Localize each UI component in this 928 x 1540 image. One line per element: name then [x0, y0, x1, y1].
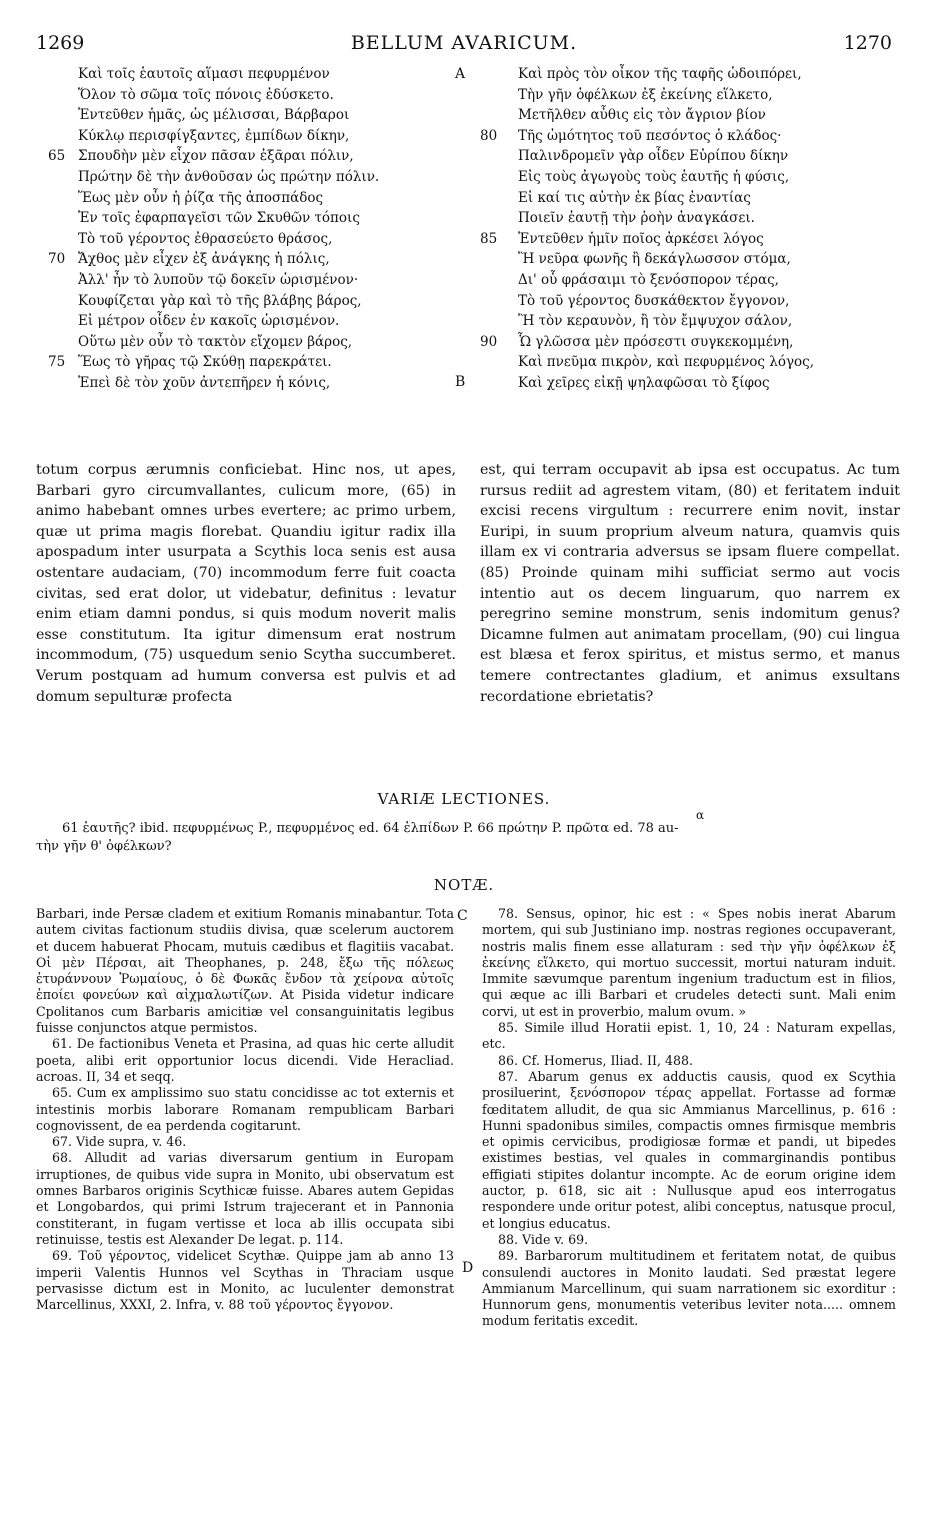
verse-line	[36, 311, 456, 332]
margin-marker-a: A	[455, 66, 466, 82]
note-paragraph: 78. Sensus, opinor, hic est : « Spes nobis inerat Abarum mortem, qui sub Justiniano imp. nostras regiones occupaverant, nostris malis finem esse allaturam : sed τὴν γῆν ὀφέλκων ἐξ ἐκείνης εἵλκετο, qui mortuo successit, mortui naturam induit. Immite sævumque parentum ingenium traductum est in filios, qui æque ac illi Barbari et crudeles detecti sunt. Mali enim corvi, ut est in proverbio, malum ovum. »	[482, 906, 896, 1019]
verse-text: Παλινδρομεῖν γὰρ οἶδεν Εὐρίπου δίκην	[518, 148, 789, 165]
verse-line	[480, 167, 900, 188]
verse-text: Εἰ μέτρον οἶδεν ἐν κακοῖς ὡρισμένον.	[78, 313, 340, 330]
margin-marker-c: C	[457, 908, 468, 924]
verse-line	[36, 373, 456, 394]
verse-line	[480, 352, 900, 373]
verse-text: Ὧ γλῶσσα μὲν πρόσεστι συγκεκομμένη,	[518, 333, 794, 350]
verse-text: Πρώτην δὲ τὴν ἀνθοῦσαν ὡς πρώτην πόλιν.	[78, 168, 380, 185]
verse-text: Τῆς ὠμότητος τοῦ πεσόντος ὁ κλάδος·	[518, 127, 782, 144]
verse-text: Ἐν τοῖς ἐφαρπαγεῖσι τῶν Σκυθῶν τόποις	[78, 210, 360, 227]
note-paragraph: Barbari, inde Persæ cladem et exitium Romanis minabantur. Tota autem civitas factionum studiis divisa, quæ scelerum auctorem et ducem habuerat Phocam, mutuis cædibus et flagitiis vacabat. Οἱ μὲν Πέρσαι, ait Theophanes, p. 248, ἔξω τῆς πόλεως ἐτυράννουν Ῥωμαίους, ὁ δὲ Φωκᾶς ἔνδον τὰ χείρονα αὐτοῖς ἐποίει φονεύων καὶ αἰχμαλωτίζων. At Pisida videtur indicare Cpolitanos cum Barbaris amicitiæ vel consanguinitatis legibus fuisse conjunctos atque permistos.	[36, 906, 454, 1036]
greek-verse-right-column	[480, 64, 900, 394]
verse-text: Καὶ πρὸς τὸν οἶκον τῆς ταφῆς ὡδοιπόρει,	[518, 66, 802, 82]
verse-number: 75	[48, 354, 66, 371]
notae-title: NOTÆ.	[433, 876, 495, 894]
variae-lectiones	[36, 808, 892, 856]
verse-line	[480, 311, 900, 332]
verse-line	[36, 332, 456, 353]
verse-number: 90	[480, 333, 498, 350]
note-paragraph: 68. Alludit ad varias diversarum gentium in Europam irruptiones, de quibus vide supra in Monito, ubi observatum est omnes Barbaros originis Scythicæ fuisse. Abares autem Gepidas et Longobardos, qui primi Istrum trajecerant et in Pannonia constiterant, in fugam vertisse et loca ab illis occupata sibi retinuisse, testis est Alexander De legat. p. 114.	[36, 1150, 454, 1247]
verse-text: Δι' οὗ φράσαιμι τὸ ξενόσπορον τέρας,	[518, 271, 779, 288]
verse-line	[36, 291, 456, 312]
verse-text: Ὅλον τὸ σῶμα τοῖς πόνοις ἐδύσκετο.	[78, 86, 334, 103]
latin-translation-right	[480, 460, 900, 707]
margin-marker-d: D	[462, 1260, 474, 1276]
verse-line	[480, 146, 900, 167]
verse-line	[480, 332, 900, 353]
verse-line	[36, 352, 456, 373]
verse-line	[480, 64, 900, 85]
verse-text: Ἕως τὸ γῆρας τῷ Σκύθῃ παρεκράτει.	[78, 354, 332, 371]
verse-text: Τὸ τοῦ γέροντος δυσκάθεκτον ἔγγονον,	[518, 292, 790, 309]
verse-number: 80	[480, 127, 498, 144]
verse-number: 70	[48, 251, 66, 268]
note-paragraph: 65. Cum ex amplissimo suo statu concidisse ac tot externis et intestinis morbis laborare Romanam rempublicam Barbari cognovissent, de ea perdenda cogitarunt.	[36, 1085, 454, 1133]
verse-line	[36, 249, 456, 270]
verse-line	[480, 188, 900, 209]
note-paragraph: 86. Cf. Homerus, Iliad. II, 488.	[498, 1052, 694, 1068]
page-number-left: 1269	[36, 32, 85, 54]
verse-text: Ἄχθος μὲν εἶχεν ἐξ ἀνάγκης ἡ πόλις,	[78, 251, 330, 268]
running-title: BELLUM AVARICUM.	[350, 32, 578, 54]
verse-line	[480, 270, 900, 291]
verse-text: Εἰς τοὺς ἀγωγοὺς τοὺς ἑαυτῆς ἡ φύσις,	[518, 168, 790, 185]
note-paragraph: 89. Barbarorum multitudinem et feritatem notat, de quibus consulendi auctores in Monito laudati. Sed præstat legere Ammianum Marcellinum, qui suam narrationem sic exorditur : Hunnorum gens, monumentis veteribus leviter nota..... omnem modum feritatis excedit.	[482, 1248, 896, 1329]
verse-text: Ἢ νεῦρα φωνῆς ἢ δεκάγλωσσον στόμα,	[518, 251, 791, 268]
verse-line	[36, 146, 456, 167]
verse-text: Ἐντεῦθεν ἡμῖν ποῖος ἀρκέσει λόγος	[518, 230, 764, 247]
verse-line	[480, 126, 900, 147]
verse-text: Τὸ τοῦ γέροντος ἐθρασεύετο θράσος,	[78, 230, 333, 247]
verse-line	[480, 85, 900, 106]
verse-text: Ἢ τὸν κεραυνὸν, ἢ τὸν ἔμψυχον σάλον,	[518, 313, 793, 330]
verse-text: Καὶ πνεῦμα πικρὸν, καὶ πεφυρμένος λόγος,	[518, 354, 814, 371]
page-number-right: 1270	[843, 32, 892, 54]
verse-text: Ἀλλ' ἦν τὸ λυποῦν τῷ δοκεῖν ὡρισμένον·	[78, 271, 359, 288]
latin-text-left: totum corpus ærumnis conficiebat. Hinc nos, ut apes, Barbari gyro circumvallantes, culicum more, (65) in animo habebant omnes urbes evertere; ac primo urbem, quæ ut prima magis florebat. Quandiu igitur radix illa apospadum inter usurpata a Scythis loca senis est ausa ostentare audaciam, (70) incommodum ferre fuit coacta civitas, sed erat dolor, ut videbatur, definitus : levatur enim etiam damni pondus, si quis modum noverit malis esse constitutum. Ita igitur dimensum erat nostrum incommodum, (75) usquedum senio Scytha succumberet. Verum postquam ad humum conversa est pulvis et ad domum sepulturæ profecta	[36, 462, 456, 705]
note-paragraph: 88. Vide v. 69.	[498, 1231, 589, 1247]
verse-text: Καὶ τοῖς ἑαυτοῖς αἵμασι πεφυρμένον	[78, 66, 330, 82]
verse-line	[480, 229, 900, 250]
note-paragraph: 69. Τοῦ γέροντος, videlicet Scythæ. Quippe jam ab anno 13 imperii Valentis Hunnos vel Scythas in Thraciam usque pervasisse dictum est in Monito, ac luculenter demonstrat Marcellinus, XXXI, 2. Infra, v. 88 τοῦ γέροντος ἔγγονον.	[36, 1248, 454, 1313]
verse-line	[36, 105, 456, 126]
notes-right-column	[482, 906, 896, 1330]
verse-line	[36, 270, 456, 291]
verse-line	[480, 249, 900, 270]
notes-left-column	[36, 906, 454, 1313]
latin-translation-left	[36, 460, 456, 707]
variae-lectiones-title: VARIÆ LECTIONES.	[377, 790, 551, 808]
verse-line	[36, 126, 456, 147]
verse-line	[480, 208, 900, 229]
verse-text: Ἐπεὶ δὲ τὸν χοῦν ἀντεπῆρεν ἡ κόνις,	[78, 374, 331, 391]
verse-line	[480, 373, 900, 394]
verse-line	[36, 64, 456, 85]
verse-number: 65	[48, 148, 66, 165]
verse-text: Οὕτω μὲν οὖν τὸ τακτὸν εἴχομεν βάρος,	[78, 333, 353, 350]
margin-marker-b: B	[455, 374, 466, 390]
variant-superscript: α	[696, 808, 705, 822]
verse-text: Ποιεῖν ἑαυτῇ τὴν ῥοὴν ἀναγκάσει.	[518, 210, 755, 227]
page-header	[36, 32, 892, 60]
variant-line-1: 61 ἑαυτῆς? ibid. πεφυρμένως P., πεφυρμένος ed. 64 ἐλπίδων P. 66 πρώτην P. πρῶτα ed. 78 au-	[62, 821, 679, 836]
verse-text: Κύκλῳ περισφίγξαντες, ἐμπίδων δίκην,	[78, 127, 350, 144]
note-paragraph: 85. Simile illud Horatii epist. 1, 10, 24 : Naturam expellas, etc.	[482, 1020, 896, 1052]
verse-number: 85	[480, 230, 498, 247]
verse-text: Τὴν γῆν ὀφέλκων ἐξ ἐκείνης εἵλκετο,	[518, 86, 773, 103]
verse-line	[36, 188, 456, 209]
variant-line-2: τὴν γῆν θ' ὀφέλκων?	[36, 839, 172, 854]
latin-text-right: est, qui terram occupavit ab ipsa est occupatus. Ac tum rursus rediit ad agrestem vitam, (80) et feritatem induit excisi recens virgultum : recurrere enim novit, instar Euripi, in suum proprium alveum natura, quamvis quis illam ex vi contraria adversus se ipsam fluere compellat. (85) Proinde quinam mihi sufficiat sermo aut vocis intentio aut os decem linguarum, quo narrem ex peregrino semine monstrum, senis indomitum genus? Dicamne fulmen aut animatam procellam, (90) cui lingua est blæsa et ferox spiritus, et mistus sermo, et manus temere contrectantes gladium, et animus exsultans recordatione ebrietatis?	[480, 462, 900, 705]
verse-line	[480, 105, 900, 126]
note-paragraph: 61. De factionibus Veneta et Prasina, ad quas hic certe alludit poeta, alibi erit opportunior locus dicendi. Vide Heracliad. acroas. II, 34 et seqq.	[36, 1036, 454, 1084]
verse-line	[36, 229, 456, 250]
verse-line	[480, 291, 900, 312]
greek-verse-left-column	[36, 64, 456, 394]
verse-text: Κουφίζεται γὰρ καὶ τὸ τῆς βλάβης βάρος,	[78, 292, 362, 309]
verse-text: Καὶ χεῖρες εἰκῇ ψηλαφῶσαι τὸ ξίφος	[518, 374, 770, 391]
note-paragraph: 67. Vide supra, v. 46.	[52, 1134, 187, 1150]
verse-line	[36, 208, 456, 229]
note-paragraph: 87. Abarum genus ex adductis causis, quod ex Scythia prosiluerint, ξενόσπορον τέρας appellat. Fortasse ad formæ fœditatem alludit, de qua sic Ammianus Marcellinus, p. 616 : Hunni spadonibus similes, compactis omnes firmisque membris et opimis cervicibus, prodigiosæ formæ et pandi, ut bipedes existimes bestias, vel quales in commarginandis pontibus effigiati stipites dolantur incompte. Ac de eorum origine idem auctor, p. 618, sic ait : Nullusque apud eos interrogatus respondere unde oritur potest, alibi conceptus, natusque procul, et longius educatus.	[482, 1068, 896, 1231]
verse-line	[36, 167, 456, 188]
verse-text: Σπουδὴν μὲν εἶχον πᾶσαν ἐξᾶραι πόλιν,	[78, 148, 354, 165]
verse-text: Ἐντεῦθεν ἡμᾶς, ὡς μέλισσαι, Βάρβαροι	[78, 107, 350, 124]
verse-text: Μετῆλθεν αὖθις εἰς τὸν ἄγριον βίον	[518, 107, 766, 124]
verse-text: Ἕως μὲν οὖν ἡ ῥίζα τῆς ἀποσπάδος	[78, 189, 324, 206]
verse-text: Εἰ καί τις αὐτὴν ἐκ βίας ἐναντίας	[518, 189, 751, 206]
verse-line	[36, 85, 456, 106]
